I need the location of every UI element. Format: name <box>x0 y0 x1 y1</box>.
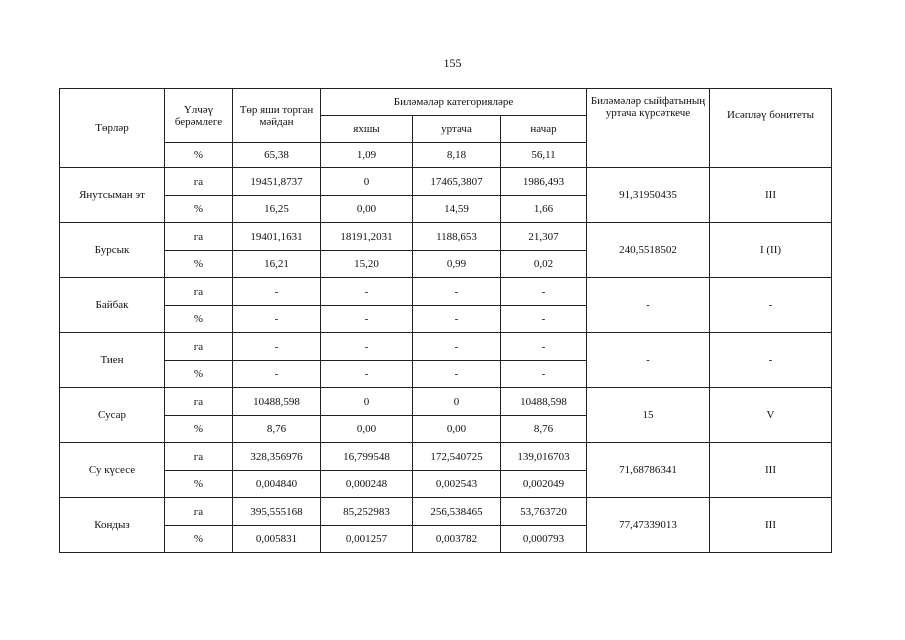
summary-good: 1,09 <box>321 143 413 168</box>
cell-ha-good: - <box>321 333 413 361</box>
summary-poor: 56,11 <box>501 143 587 168</box>
cell-ha-average: - <box>413 333 501 361</box>
cell-pct-unit: % <box>165 306 233 333</box>
cell-ha-unit: га <box>165 223 233 251</box>
cell-ha-good: 85,252983 <box>321 498 413 526</box>
species-name: Бурсык <box>60 223 165 278</box>
cell-pct-unit: % <box>165 196 233 223</box>
quality-value: 77,47339013 <box>587 498 710 553</box>
cell-pct-average: - <box>413 306 501 333</box>
cell-ha-average: - <box>413 278 501 306</box>
table-body <box>60 89 832 553</box>
table-row <box>60 278 832 306</box>
cell-pct-average: - <box>413 361 501 388</box>
header-quality: Биләмәләр сыйфатының уртача күрсәткече <box>587 89 710 168</box>
cell-ha-good: 18191,2031 <box>321 223 413 251</box>
cell-ha-unit: га <box>165 443 233 471</box>
cell-ha-area: 395,555168 <box>233 498 321 526</box>
species-name: Сусар <box>60 388 165 443</box>
cell-pct-unit: % <box>165 471 233 498</box>
cell-ha-unit: га <box>165 333 233 361</box>
cell-ha-area: 10488,598 <box>233 388 321 416</box>
cell-ha-average: 1188,653 <box>413 223 501 251</box>
cell-ha-poor: 10488,598 <box>501 388 587 416</box>
cell-pct-area: 0,004840 <box>233 471 321 498</box>
cell-pct-poor: - <box>501 306 587 333</box>
cell-ha-unit: га <box>165 498 233 526</box>
cell-pct-poor: 8,76 <box>501 416 587 443</box>
header-poor: начар <box>501 116 587 143</box>
table-row <box>60 168 832 196</box>
table-row <box>60 388 832 416</box>
cell-ha-area: 19451,8737 <box>233 168 321 196</box>
cell-pct-good: - <box>321 306 413 333</box>
species-habitat-table <box>59 88 832 553</box>
bonitet-value: - <box>710 333 832 388</box>
cell-ha-good: 0 <box>321 168 413 196</box>
cell-ha-poor: 21,307 <box>501 223 587 251</box>
header-bonitet: Исәпләү бонитеты <box>710 89 832 168</box>
cell-ha-good: - <box>321 278 413 306</box>
bonitet-value: I (II) <box>710 223 832 278</box>
cell-pct-average: 0,002543 <box>413 471 501 498</box>
cell-ha-area: 19401,1631 <box>233 223 321 251</box>
cell-ha-poor: 53,763720 <box>501 498 587 526</box>
cell-pct-good: 0,000248 <box>321 471 413 498</box>
cell-pct-unit: % <box>165 361 233 388</box>
cell-ha-average: 172,540725 <box>413 443 501 471</box>
cell-pct-average: 0,99 <box>413 251 501 278</box>
cell-ha-poor: - <box>501 278 587 306</box>
cell-ha-unit: га <box>165 388 233 416</box>
species-name: Янутсыман эт <box>60 168 165 223</box>
cell-pct-good: 15,20 <box>321 251 413 278</box>
header-area: Төр яши торган мәйдан <box>233 89 321 143</box>
table-row <box>60 223 832 251</box>
species-name: Су күсесе <box>60 443 165 498</box>
bonitet-value: V <box>710 388 832 443</box>
table-row <box>60 333 832 361</box>
cell-pct-good: 0,001257 <box>321 526 413 553</box>
cell-ha-poor: 1986,493 <box>501 168 587 196</box>
species-name: Кондыз <box>60 498 165 553</box>
quality-value: 71,68786341 <box>587 443 710 498</box>
header-species: Төрләр <box>60 89 165 168</box>
summary-area: 65,38 <box>233 143 321 168</box>
quality-value: 240,5518502 <box>587 223 710 278</box>
cell-pct-area: 16,25 <box>233 196 321 223</box>
bonitet-value: III <box>710 498 832 553</box>
cell-ha-poor: - <box>501 333 587 361</box>
species-name: Байбак <box>60 278 165 333</box>
header-row-1 <box>60 89 832 116</box>
summary-unit: % <box>165 143 233 168</box>
cell-pct-area: 8,76 <box>233 416 321 443</box>
cell-pct-area: - <box>233 306 321 333</box>
cell-pct-average: 14,59 <box>413 196 501 223</box>
cell-ha-area: - <box>233 333 321 361</box>
cell-ha-good: 0 <box>321 388 413 416</box>
cell-ha-area: - <box>233 278 321 306</box>
cell-pct-area: - <box>233 361 321 388</box>
cell-pct-unit: % <box>165 416 233 443</box>
cell-pct-area: 16,21 <box>233 251 321 278</box>
cell-pct-poor: 0,02 <box>501 251 587 278</box>
bonitet-value: - <box>710 278 832 333</box>
cell-ha-unit: га <box>165 278 233 306</box>
cell-ha-good: 16,799548 <box>321 443 413 471</box>
cell-ha-unit: га <box>165 168 233 196</box>
page-number: 155 <box>443 56 462 70</box>
table-row <box>60 498 832 526</box>
header-average: уртача <box>413 116 501 143</box>
cell-pct-poor: 0,000793 <box>501 526 587 553</box>
quality-value: 91,31950435 <box>587 168 710 223</box>
species-name: Тиен <box>60 333 165 388</box>
header-good: яхшы <box>321 116 413 143</box>
cell-pct-area: 0,005831 <box>233 526 321 553</box>
quality-value: 15 <box>587 388 710 443</box>
cell-pct-poor: - <box>501 361 587 388</box>
bonitet-value: III <box>710 443 832 498</box>
cell-pct-average: 0,00 <box>413 416 501 443</box>
cell-ha-average: 17465,3807 <box>413 168 501 196</box>
summary-average: 8,18 <box>413 143 501 168</box>
cell-ha-average: 0 <box>413 388 501 416</box>
cell-pct-good: 0,00 <box>321 416 413 443</box>
cell-pct-poor: 1,66 <box>501 196 587 223</box>
bonitet-value: III <box>710 168 832 223</box>
cell-pct-unit: % <box>165 526 233 553</box>
cell-pct-average: 0,003782 <box>413 526 501 553</box>
cell-ha-area: 328,356976 <box>233 443 321 471</box>
cell-pct-good: - <box>321 361 413 388</box>
quality-value: - <box>587 278 710 333</box>
cell-pct-poor: 0,002049 <box>501 471 587 498</box>
table-row <box>60 443 832 471</box>
cell-ha-average: 256,538465 <box>413 498 501 526</box>
cell-pct-good: 0,00 <box>321 196 413 223</box>
header-unit: Үлчәү берәмлеге <box>165 89 233 143</box>
header-categories: Биләмәләр категорияләре <box>321 89 587 116</box>
cell-pct-unit: % <box>165 251 233 278</box>
quality-value: - <box>587 333 710 388</box>
cell-ha-poor: 139,016703 <box>501 443 587 471</box>
